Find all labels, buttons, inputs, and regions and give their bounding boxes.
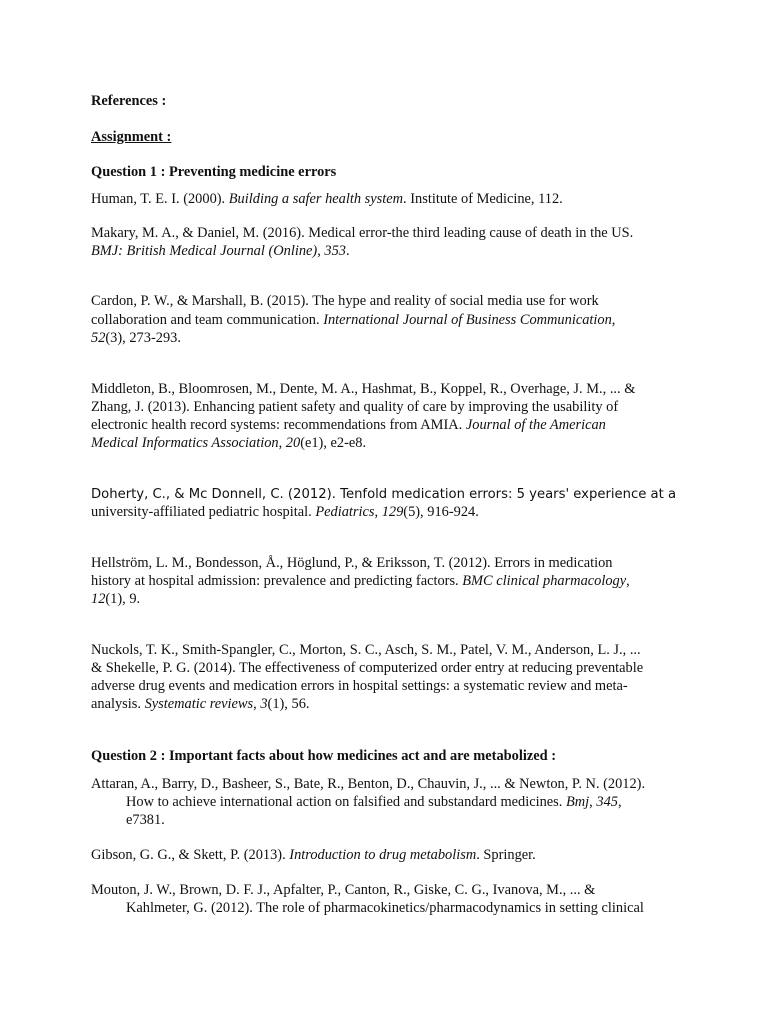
reference-line: Cardon, P. W., & Marshall, B. (2015). The hype and reality of social media use for work: [91, 293, 599, 309]
question-1-heading: Question 1 : Preventing medicine errors: [91, 164, 337, 180]
question-2-heading: Question 2 : Important facts about how medicines act and are metabolized :: [91, 748, 557, 764]
reference-line: history at hospital admission: prevalence and predicting factors. BMC clinical pharmacology,: [91, 573, 630, 589]
reference-line: Human, T. E. I. (2000). Building a safer health system. Institute of Medicine, 112.: [91, 191, 563, 207]
reference-line: & Shekelle, P. G. (2014). The effectiveness of computerized order entry at reducing preventable: [91, 660, 644, 676]
reference-line: Mouton, J. W., Brown, D. F. J., Apfalter, P., Canton, R., Giske, C. G., Ivanova, M., ... &: [91, 882, 596, 898]
reference-line: Attaran, A., Barry, D., Basheer, S., Bate, R., Benton, D., Chauvin, J., ... & Newton, P. N. (2012).: [91, 776, 646, 792]
reference-line: e7381.: [126, 812, 165, 828]
reference-line: Makary, M. A., & Daniel, M. (2016). Medical error-the third leading cause of death in the US.: [91, 225, 634, 241]
reference-line: Hellström, L. M., Bondesson, Å., Höglund, P., & Eriksson, T. (2012). Errors in medication: [91, 555, 613, 571]
reference-line: Nuckols, T. K., Smith-Spangler, C., Morton, S. C., Asch, S. M., Patel, V. M., Anderson, L. J., ...: [91, 642, 641, 658]
reference-line: BMJ: British Medical Journal (Online), 353.: [91, 243, 350, 259]
reference-line: 52(3), 273-293.: [91, 330, 181, 346]
reference-line: Gibson, G. G., & Skett, P. (2013). Introduction to drug metabolism. Springer.: [91, 847, 536, 863]
reference-line: 12(1), 9.: [91, 591, 141, 607]
reference-line: adverse drug events and medication errors in hospital settings: a systematic review and meta-: [91, 678, 628, 694]
reference-line: Zhang, J. (2013). Enhancing patient safety and quality of care by improving the usability of: [91, 399, 619, 415]
reference-line: Kahlmeter, G. (2012). The role of pharmacokinetics/pharmacodynamics in setting clinical: [126, 900, 644, 916]
reference-line: electronic health record systems: recommendations from AMIA. Journal of the American: [91, 417, 606, 433]
reference-line: analysis. Systematic reviews, 3(1), 56.: [91, 696, 310, 712]
reference-line: Doherty, C., & Mc Donnell, C. (2012). Tenfold medication errors: 5 years' experience at a: [91, 487, 677, 502]
assignment-heading: Assignment :: [91, 129, 172, 145]
reference-line: Medical Informatics Association, 20(e1), e2-e8.: [91, 435, 367, 451]
reference-line: collaboration and team communication. International Journal of Business Communication,: [91, 312, 616, 328]
reference-line: university-affiliated pediatric hospital. Pediatrics, 129(5), 916-924.: [91, 504, 479, 520]
reference-line: Middleton, B., Bloomrosen, M., Dente, M. A., Hashmat, B., Koppel, R., Overhage, J. M., ... &: [91, 381, 636, 397]
references-heading: References :: [91, 93, 167, 109]
reference-line: How to achieve international action on falsified and substandard medicines. Bmj, 345,: [126, 794, 622, 810]
